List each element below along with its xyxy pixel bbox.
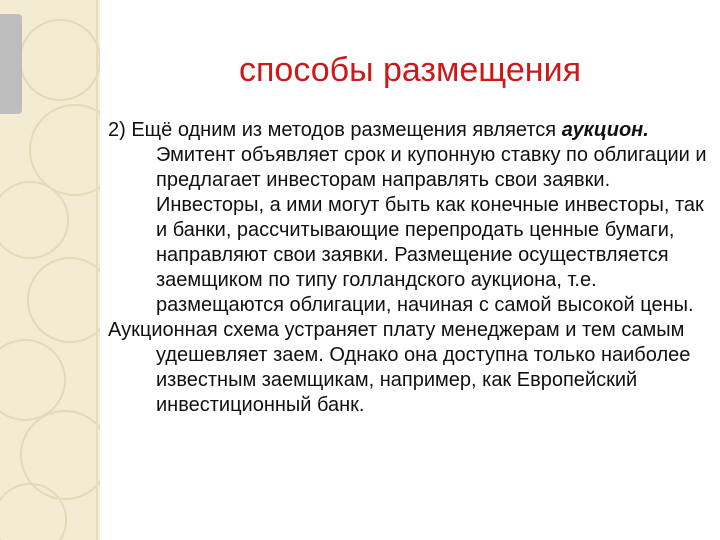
paragraph-auction-lead: 2) Ещё одним из методов размещения является xyxy=(108,119,562,141)
auction-term: аукцион. xyxy=(561,119,649,141)
paragraph-auction xyxy=(108,118,714,318)
paragraph-auction-scheme: Аукционная схема устраняет плату менеджерам и тем самым удешевляет заем. Однако она доступна только наиболее известным заемщикам, например, как Европейский инвестиционный банк. xyxy=(108,319,691,416)
slide-body xyxy=(108,118,714,418)
accent-tab xyxy=(0,14,22,114)
slide-title: способы размещения xyxy=(239,51,581,89)
paragraph-auction-rest: Эмитент объявляет срок и купонную ставку по облигации и предлагает инвесторам направлять свои заявки. Инвесторы, а ими могут быть как конечные инвесторы, так и банки, рассчитывающие перепродать ценные бумаги, направляют свои заявки. Размещение осуществляется заемщиком по типу голландского аукциона, т.е. размещаются облигации, начиная с самой высокой цены. xyxy=(156,144,707,316)
decorative-side-panel xyxy=(0,0,100,540)
panel-divider xyxy=(96,0,98,540)
